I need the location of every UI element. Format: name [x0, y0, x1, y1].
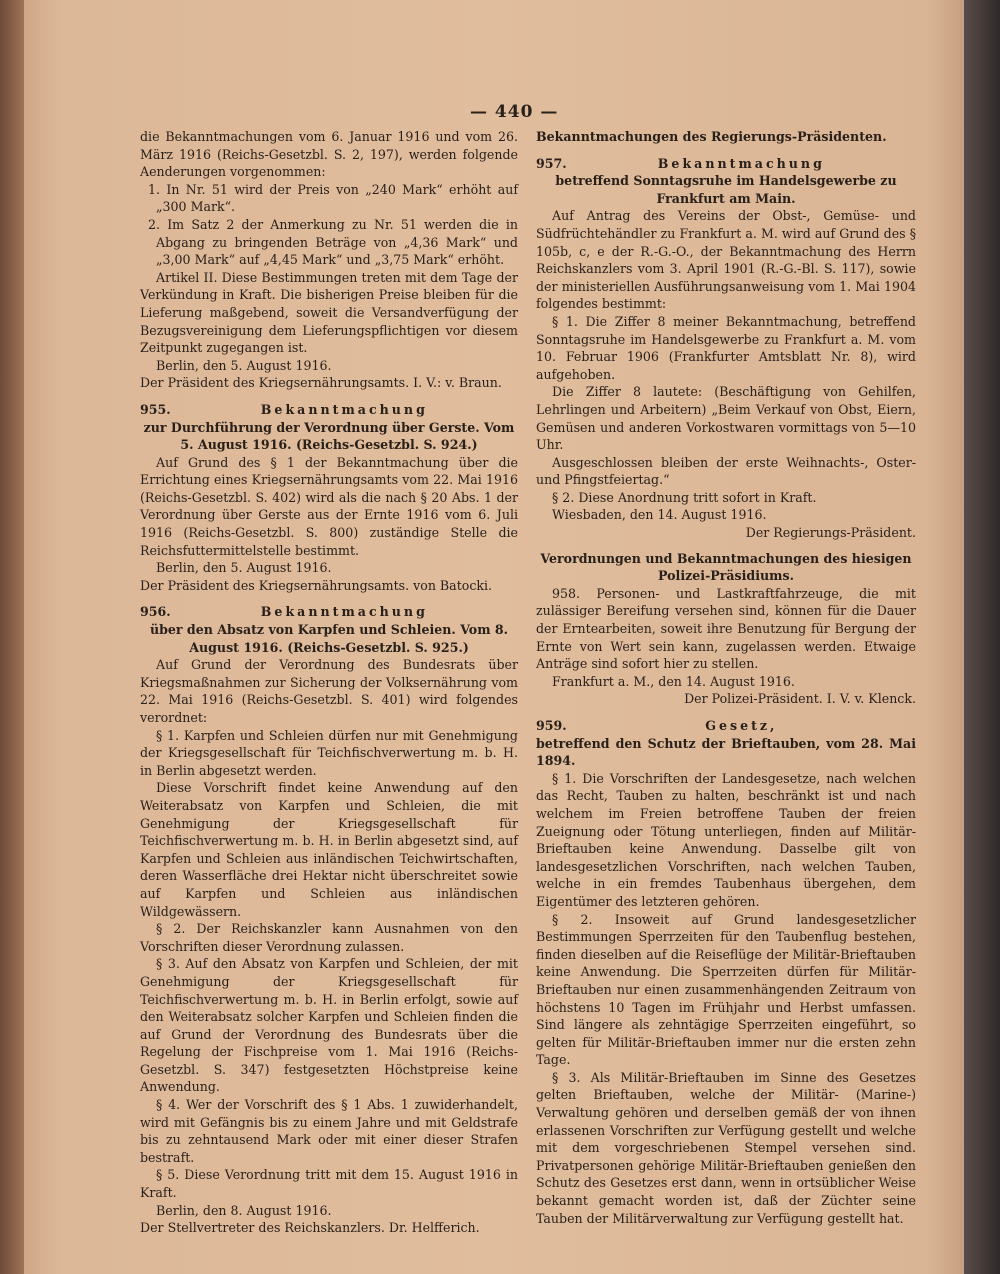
section-956-heading: [140, 603, 518, 621]
section-956-paragraph: § 4. Wer der Vorschrift des § 1 Abs. 1 zuwiderhandelt, wird mit Gefängnis bis zu einem Jahre und mit Geldstrafe bis zu zehntausend Mark oder mit einer dieser Strafen bestraft.: [140, 1097, 518, 1165]
article-2: Artikel II. Diese Bestimmungen treten mit dem Tage der Verkündung in Kraft. Die bisherigen Preise bleiben für die Lieferung maßgebend, soweit die Versandverfügung der Bezugsvereinigung dem Lieferungspflichtigen vor diesem Zeitpunkt zugegangen ist.: [140, 269, 518, 356]
section-957-paragraph: § 2. Diese Anordnung tritt sofort in Kraft.: [552, 489, 817, 505]
section-956-paragraph: § 3. Auf den Absatz von Karpfen und Schleien, der mit Genehmigung der Kriegsgesellschaft für Teichfischverwertung m. b. H. in Berlin erfolgt, sowie auf den Weiterabsatz solcher Karpfen und Schleien finden die auf Grund der Verordnung des Bundesrats über die Regelung der Fischpreise vom 1. Mai 1916 (Reichs-Gesetzbl. S. 347) festgesetzten Höchstpreise keine Anwendung.: [140, 956, 518, 1095]
intro-item-1: 1. In Nr. 51 wird der Preis von „240 Mark“ erhöht auf „300 Mark“.: [148, 181, 518, 215]
section-957-number: 957.: [536, 155, 567, 171]
section-955-place: Berlin, den 5. August 1916.: [156, 560, 332, 576]
section-957-place: Wiesbaden, den 14. August 1916.: [552, 507, 767, 523]
intro-item-2: 2. Im Satz 2 der Anmerkung zu Nr. 51 werden die in Abgang zu bringenden Beträge von „4,36 Mark“ und „3,00 Mark“ auf „4,45 Mark“ und „3,75 Mark“ erhöht.: [148, 216, 518, 268]
section-956-paragraph: Auf Grund der Verordnung des Bundesrats über Kriegsmaßnahmen zur Sicherung der Volksernährung vom 22. Mai 1916 (Reichs-Gesetzbl. S. 401) wird folgendes verordnet:: [140, 657, 518, 725]
section-956-heading-text: Bekanntmachung: [260, 604, 428, 620]
section-958-body: 958. Personen- und Lastkraftfahrzeuge, die mit zulässiger Bereifung versehen sind, können für die Dauer der Erntearbeiten, soweit ihre Benutzung für Bergung der Ernte von Wert sein kann, zugelassen werden. Etwaige Anträge sind sofort hier zu stellen.: [536, 585, 916, 672]
section-955-heading: [140, 401, 518, 419]
intro-paragraph: die Bekanntmachungen vom 6. Januar 1916 und vom 26. März 1916 (Reichs-Gesetzbl. S. 2, 197), werden folgende Aenderungen vorgenommen:: [140, 129, 518, 180]
section-955-signature: Der Präsident des Kriegsernährungsamts. von Batocki.: [140, 577, 493, 593]
section-955-title: zur Durchführung der Verordnung über Gerste. Vom 5. August 1916. (Reichs-Gesetzbl. S. 924.): [143, 419, 515, 453]
intro-signature: Der Präsident des Kriegsernährungsamts. I. V.: v. Braun.: [140, 375, 502, 391]
section-956-signature: Der Stellvertreter des Reichskanzlers. Dr. Helfferich.: [140, 1220, 480, 1236]
section-956-place: Berlin, den 8. August 1916.: [156, 1202, 332, 1218]
section-956-paragraph: Diese Vorschrift findet keine Anwendung auf den Weiterabsatz von Karpfen und Schleien, die mit Genehmigung der Kriegsgesellschaft für Teichfischverwertung m. b. H. in Berlin abgesetzt sind, auf Karpfen und Schleien aus inländischen Teichwirtschaften, deren Wasserfläche drei Hektar nicht überschreitet sowie auf Karpfen und Schleien aus inländischen Wildgewässern.: [140, 780, 518, 919]
page-edge: [964, 0, 1000, 1274]
section-957-title: betreffend Sonntagsruhe im Handelsgewerbe zu Frankfurt am Main.: [555, 173, 897, 206]
left-column: [140, 128, 518, 1237]
intro-place-date: Berlin, den 5. August 1916.: [156, 357, 332, 373]
header-regierungs-praesident: Bekanntmachungen des Regierungs-Präsidenten.: [536, 129, 887, 144]
section-959-number: 959.: [536, 718, 567, 733]
section-959-title: betreffend den Schutz der Brieftauben, vom 28. Mai 1894.: [536, 735, 916, 769]
right-column: [536, 128, 916, 1227]
section-955-heading-text: Bekanntmachung: [260, 401, 428, 417]
section-958-place: Frankfurt a. M., den 14. August 1916.: [552, 673, 795, 689]
section-958-signature: Der Polizei-Präsident. I. V. v. Klenck.: [684, 691, 916, 707]
section-959-heading-text: Gesetz,: [705, 718, 778, 733]
section-956-paragraph: § 1. Karpfen und Schleien dürfen nur mit Genehmigung der Kriegsgesellschaft für Teichfischverwertung m. b. H. in Berlin abgesetzt werden.: [140, 727, 518, 778]
section-959-paragraph: § 3. Als Militär-Brieftauben im Sinne des Gesetzes gelten Brieftauben, welche der Militär- (Marine-) Verwaltung gehören und derselben gemäß der von ihnen erlassenen Vorschriften zur Verfügung gestellt und welche mit dem vorgeschriebenen Stempel versehen sind. Privatpersonen gehörige Militär-Brieftauben genießen den Schutz des Gesetzes erst dann, wenn in ortsüblicher Weise bekannt gemacht worden ist, daß der Züchter seine Tauben der Militärverwaltung zur Verfügung gestellt hat.: [536, 1069, 916, 1226]
page-number: — 440 —: [470, 102, 559, 122]
section-956-paragraph: § 5. Diese Verordnung tritt mit dem 15. August 1916 in Kraft.: [140, 1167, 518, 1201]
section-957-signature: Der Regierungs-Präsident.: [745, 525, 916, 541]
section-956-title: über den Absatz von Karpfen und Schleien. Vom 8. August 1916. (Reichs-Gesetzbl. S. 925.): [149, 622, 509, 655]
section-957-paragraph: § 1. Die Ziffer 8 meiner Bekanntmachung, betreffend Sonntagsruhe im Handelsgewerbe zu Frankfurt a. M. vom 10. Februar 1906 (Frankfurter Amtsblatt Nr. 8), wird aufgehoben.: [536, 313, 916, 382]
section-957-paragraph: Auf Antrag des Vereins der Obst-, Gemüse- und Südfrüchtehändler zu Frankfurt a. M. wird auf Grund des § 105b, c, e der R.-G.-O., der Bekanntmachung des Herrn Reichskanzlers vom 3. April 1901 (R.-G.-Bl. S. 117), sowie der ministeriellen Ausführungsanweisung vom 1. Mai 1904 folgendes bestimmt:: [536, 208, 916, 312]
header-polizei-praesidium: Verordnungen und Bekanntmachungen des hiesigen Polizei-Präsidiums.: [540, 550, 912, 584]
section-957-paragraph: Die Ziffer 8 lautete: (Beschäftigung von Gehilfen, Lehrlingen und Arbeitern) „Beim Verkauf von Obst, Eiern, Gemüsen und anderen Vorkostwaren vormittags von 5—10 Uhr.: [536, 384, 916, 453]
section-959-paragraph: § 2. Insoweit auf Grund landesgesetzlicher Bestimmungen Sperrzeiten für den Taubenflug bestehen, finden dieselben auf die Reiseflüge der Militär-Brieftauben keine Anwendung. Die Sperrzeiten dürfen für Militär-Brieftauben nur einen zusammenhängenden Zeitraum von höchstens 10 Tagen im Frühjahr und Herbst umfassen. Sind längere als zehntägige Sperrzeiten eingeführt, so gelten für Militär-Brieftauben immer nur die ersten zehn Tage.: [536, 911, 916, 1068]
section-957-paragraph: Ausgeschlossen bleiben der erste Weihnachts-, Oster- und Pfingstfeiertag.“: [536, 454, 916, 488]
section-957-heading: [536, 155, 916, 173]
section-955-number: 955.: [140, 401, 171, 417]
section-957-heading-text: Bekanntmachung: [657, 155, 825, 171]
section-956-paragraph: § 2. Der Reichskanzler kann Ausnahmen von den Vorschriften dieser Verordnung zulassen.: [140, 921, 518, 954]
section-959-paragraph: § 1. Die Vorschriften der Landesgesetze, nach welchen das Recht, Tauben zu halten, beschränkt ist und nach welchem im Freien betroffene Tauben der freien Zueignung oder Tötung unterliegen, finden auf Militär-Brieftauben keine Anwendung. Dasselbe gilt von landesgesetzlichen Vorschriften, nach welchen Tauben, welche in ein fremdes Taubenhaus übergehen, dem Eigentümer des letzteren gehören.: [536, 770, 916, 909]
section-959-heading: [536, 717, 916, 735]
section-956-number: 956.: [140, 604, 171, 620]
section-955-body: Auf Grund des § 1 der Bekanntmachung über die Errichtung eines Kriegsernährungsamts vom 22. Mai 1916 (Reichs-Gesetzbl. S. 402) wird als die nach § 20 Abs. 1 der Verordnung über Gerste aus der Ernte 1916 vom 6. Juli 1916 (Reichs-Gesetzbl. S. 800) zuständige Stelle die Reichsfuttermittelstelle bestimmt.: [140, 454, 518, 558]
